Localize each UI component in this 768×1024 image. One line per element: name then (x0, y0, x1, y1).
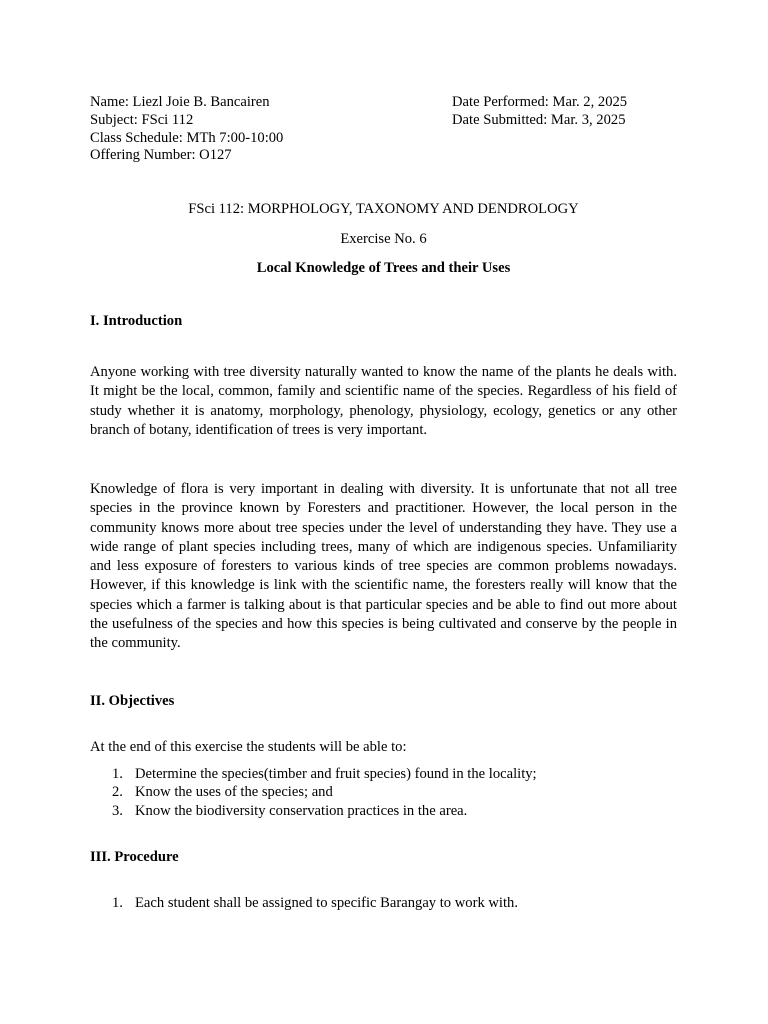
introduction-paragraph-2: Knowledge of flora is very important in dealing with diversity. It is unfortunate that not all tree species in the province known by Foresters and practitioner. However, the local person in the community knows more about tree species under the level of understanding they have. They use a wide range of plant species including trees, many of which are indigenous species. Unfamiliarity and less exposure of foresters to various kinds of tree species are common problems nowadays. However, if this knowledge is link with the scientific name, the foresters really will know that the species which a farmer is talking about is that particular species and be able to find out more about the usefulness of the species and how this species is being cultivated and conserve by the people in the community. (90, 481, 677, 652)
subject: Subject: FSci 112 (90, 111, 194, 128)
exercise-number: Exercise No. 6 (340, 231, 427, 247)
list-number: 1. (112, 766, 123, 782)
objectives-heading: II. Objectives (90, 693, 175, 709)
procedure-heading: III. Procedure (90, 849, 179, 865)
objectives-list (90, 765, 677, 820)
student-name: Name: Liezl Joie B. Bancairen (90, 94, 270, 110)
list-item (90, 894, 677, 912)
student-info-left (90, 94, 450, 165)
course-title: FSci 112: MORPHOLOGY, TAXONOMY AND DENDROLOGY (188, 201, 579, 217)
date-submitted: Date Submitted: Mar. 3, 2025 (452, 111, 626, 128)
list-text: Each student shall be assigned to specific Barangay to work with. (135, 895, 518, 911)
list-text: Determine the species(timber and fruit species) found in the locality; (135, 766, 537, 782)
list-item (90, 765, 677, 783)
objectives-lead: At the end of this exercise the students will be able to: (90, 739, 407, 755)
procedure-list (90, 894, 677, 912)
offering-number: Offering Number: O127 (90, 147, 232, 164)
list-item (90, 802, 677, 820)
introduction-paragraph-1: Anyone working with tree diversity naturally wanted to know the name of the plants he deals with. It might be the local, common, family and scientific name of the species. Regardless of his field of study whether it is anatomy, morphology, phenology, physiology, ecology, genetics or any other branch of botany, identification of trees is very important. (90, 364, 677, 438)
list-number: 3. (112, 802, 123, 819)
introduction-heading: I. Introduction (90, 313, 183, 329)
list-number: 2. (112, 784, 123, 801)
student-info-right (452, 94, 677, 130)
exercise-title: Local Knowledge of Trees and their Uses (256, 260, 511, 276)
list-item (90, 783, 677, 801)
list-text: Know the biodiversity conservation practices in the area. (135, 802, 468, 819)
list-text: Know the uses of the species; and (135, 784, 333, 801)
list-number: 1. (112, 895, 123, 911)
date-performed: Date Performed: Mar. 2, 2025 (452, 94, 628, 110)
class-schedule: Class Schedule: MTh 7:00-10:00 (90, 129, 284, 146)
document-page (90, 0, 677, 1024)
